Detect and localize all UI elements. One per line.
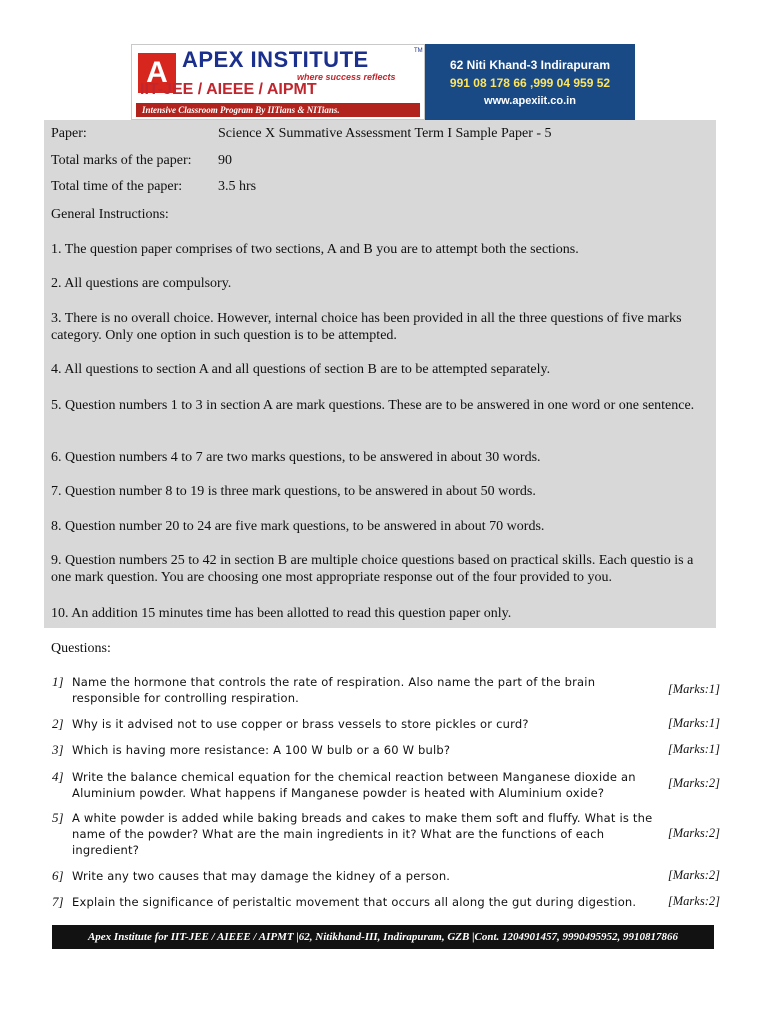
question-text: Which is having more resistance: A 100 W bulb or a 60 W bulb?: [72, 743, 451, 757]
instruction-item: 9. Question numbers 25 to 42 in section B are multiple choice questions based on practical skills. Each questio is a one mark question. You are choosing one most appropriate response out of the four provided to you.: [51, 553, 694, 585]
instruction-item: 4. All questions to section A and all questions of section B are to be attempted separately.: [51, 362, 551, 377]
question-marks: [Marks:2]: [667, 826, 720, 840]
question-text: Why is it advised not to use copper or brass vessels to store pickles or curd?: [72, 717, 529, 731]
question-number: 1]: [52, 674, 64, 689]
brand-tagline: where success reflects: [297, 72, 396, 82]
question-marks: [Marks:2]: [667, 894, 720, 908]
instruction-item: 3. There is no overall choice. However, internal choice has been provided in all the three questions of five marks category. Only one option in such question is to be attempted.: [51, 311, 682, 343]
paper-row: [51, 126, 552, 142]
question-number: 3]: [52, 742, 64, 757]
time-label: Total time of the paper:: [51, 179, 183, 194]
question-marks: [Marks:1]: [667, 682, 720, 696]
marks-value: 90: [218, 153, 232, 168]
instruction-item: 2. All questions are compulsory.: [51, 276, 232, 291]
page-footer: Apex Institute for IIT-JEE / AIEEE / AIPMT |62, Nitikhand-III, Indirapuram, GZB |Cont. 1204901457, 9990495952, 9910817866: [52, 925, 714, 949]
instructions-heading: General Instructions:: [51, 207, 169, 222]
paper-info-panel: [44, 120, 716, 628]
question-number: 2]: [52, 716, 64, 731]
question-number: 5]: [52, 810, 64, 825]
brand-block: [131, 44, 425, 120]
instruction-item: 7. Question number 8 to 19 is three mark questions, to be answered in about 50 words.: [51, 484, 536, 499]
time-value: 3.5 hrs: [218, 179, 257, 194]
instruction-item: 1. The question paper comprises of two sections, A and B you are to attempt both the sections.: [51, 242, 579, 257]
contact-address: 62 Niti Khand-3 Indirapuram: [449, 58, 611, 72]
question-marks: [Marks:2]: [667, 776, 720, 790]
question-marks: [Marks:1]: [667, 742, 720, 756]
header-banner: [131, 44, 635, 120]
question-marks: [Marks:1]: [667, 716, 720, 730]
apex-logo: A: [138, 53, 176, 93]
program-strip: Intensive Classroom Program By IITians & NITians.: [136, 103, 420, 117]
question-number: 7]: [52, 894, 64, 909]
question-text: Write any two causes that may damage the kidney of a person.: [72, 869, 451, 883]
instruction-item: 8. Question number 20 to 24 are five mark questions, to be answered in about 70 words.: [51, 519, 545, 534]
paper-label: Paper:: [51, 126, 87, 141]
instruction-item: 5. Question numbers 1 to 3 in section A are mark questions. These are to be answered in one word or one sentence.: [51, 398, 695, 413]
contact-block: [425, 44, 635, 120]
question-text: Name the hormone that controls the rate of respiration. Also name the part of the brain responsible for controlling respiration.: [72, 675, 600, 705]
marks-row: [51, 153, 232, 169]
marks-label: Total marks of the paper:: [51, 153, 192, 168]
questions-heading: Questions:: [51, 641, 111, 656]
trademark: TM: [414, 48, 423, 54]
question-text: Explain the significance of peristaltic movement that occurs all along the gut during digestion.: [72, 895, 637, 909]
contact-phones: 991 08 178 66 ,999 04 959 52: [449, 76, 611, 90]
question-number: 6]: [52, 868, 64, 883]
paper-value: Science X Summative Assessment Term I Sample Paper - 5: [218, 126, 552, 141]
brand-name: APEX INSTITUTE: [182, 47, 369, 72]
instruction-item: 6. Question numbers 4 to 7 are two marks questions, to be answered in about 30 words.: [51, 450, 541, 465]
exam-list: IIT-JEE / AIEEE / AIPMT: [140, 81, 317, 98]
question-marks: [Marks:2]: [667, 868, 720, 882]
question-text: A white powder is added while baking breads and cakes to make them soft and fluffy. What is the name of the powder? What are the main ingredients in it? What are the functions of each ingredient?: [72, 811, 657, 857]
contact-website: www.apexiit.co.in: [484, 95, 576, 107]
question-number: 4]: [52, 769, 64, 784]
instruction-item: 10. An addition 15 minutes time has been allotted to read this question paper only.: [51, 606, 512, 621]
time-row: [51, 179, 257, 195]
question-text: Write the balance chemical equation for the chemical reaction between Manganese dioxide an Aluminium powder. What happens if Manganese powder is heated with Aluminium oxide?: [72, 770, 640, 800]
